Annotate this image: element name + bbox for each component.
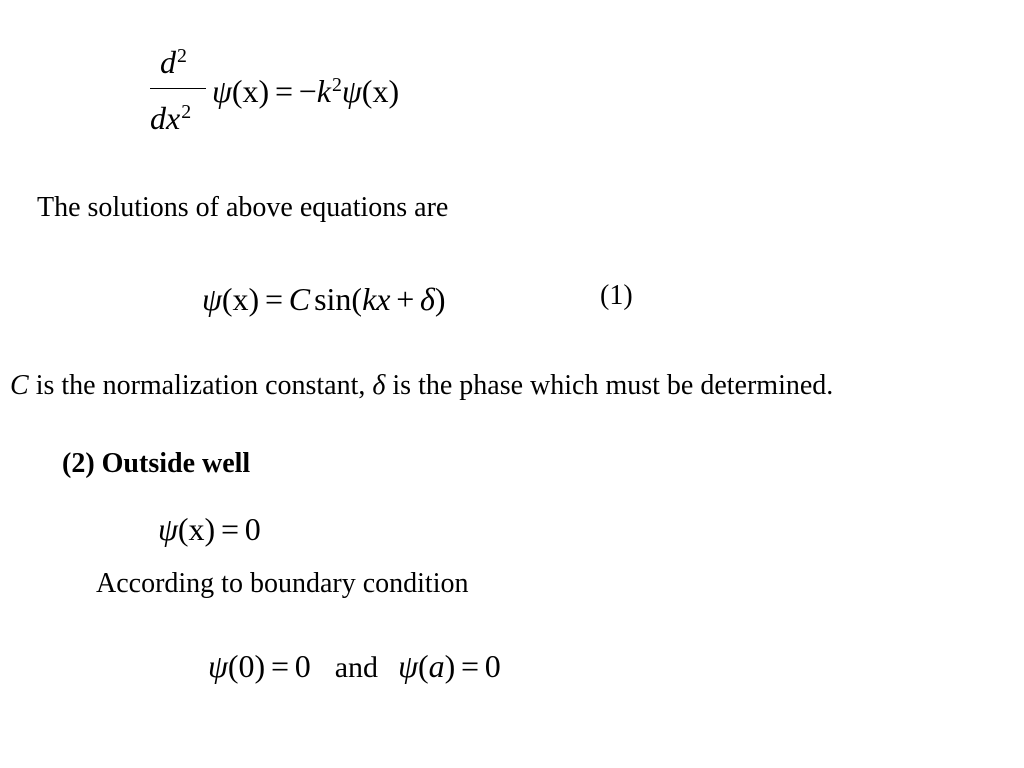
boundary-equation <box>208 650 501 683</box>
psi-symbol: ψ <box>341 73 362 109</box>
outside-well-heading: (2) Outside well <box>62 448 251 479</box>
sin-function: sin( <box>314 281 363 317</box>
argument: (x) <box>177 511 216 547</box>
equals-sign: = <box>274 73 293 109</box>
boundary-text: According to boundary condition <box>96 568 469 599</box>
psi-symbol: ψ <box>212 73 232 109</box>
normalization-part1: is the normalization constant, <box>28 370 373 401</box>
psi-symbol: ψ <box>398 648 418 684</box>
a-symbol: a <box>428 648 445 684</box>
dx-symbol: dx <box>150 100 181 136</box>
argument-zero: (0) <box>227 648 266 684</box>
delta-symbol: δ <box>420 281 435 317</box>
solution-equation <box>202 283 446 315</box>
open-paren: ( <box>417 648 429 684</box>
c-symbol: C <box>288 281 311 317</box>
equation-number: (1) <box>600 280 633 311</box>
plus-sign: + <box>396 281 415 317</box>
zero-value: 0 <box>244 511 261 547</box>
psi-symbol: ψ <box>158 511 178 547</box>
kx-symbol: kx <box>362 281 391 317</box>
equals-sign: = <box>270 648 289 684</box>
close-paren: ) <box>444 648 456 684</box>
normalization-part2: is the phase which must be determined. <box>385 370 834 401</box>
fraction-numerator <box>160 46 187 78</box>
numerator-exponent: 2 <box>177 45 187 68</box>
psi-symbol: ψ <box>208 648 228 684</box>
schrodinger-equation <box>212 75 399 107</box>
normalization-text <box>10 372 833 400</box>
and-text: and <box>334 651 379 684</box>
equals-sign: = <box>461 648 480 684</box>
minus-sign: − <box>298 73 317 109</box>
outside-equation <box>158 513 261 545</box>
denominator-exponent: 2 <box>181 101 192 124</box>
solutions-text: The solutions of above equations are <box>37 192 449 223</box>
k-exponent: 2 <box>331 74 342 97</box>
zero-value: 0 <box>294 648 311 684</box>
rhs-argument: (x) <box>361 73 400 109</box>
equals-sign: = <box>264 281 283 317</box>
psi-symbol: ψ <box>202 281 222 317</box>
lhs-argument: (x) <box>231 73 270 109</box>
equals-sign: = <box>220 511 239 547</box>
c-symbol: C <box>10 370 29 401</box>
delta-symbol: δ <box>372 370 386 401</box>
zero-value: 0 <box>484 648 501 684</box>
second-derivative-operator <box>148 46 206 136</box>
fraction-bar <box>150 88 206 89</box>
d-symbol: d <box>160 44 176 80</box>
close-paren: ) <box>434 281 446 317</box>
k-symbol: k <box>316 73 331 109</box>
fraction-denominator <box>150 102 191 134</box>
argument: (x) <box>221 281 260 317</box>
